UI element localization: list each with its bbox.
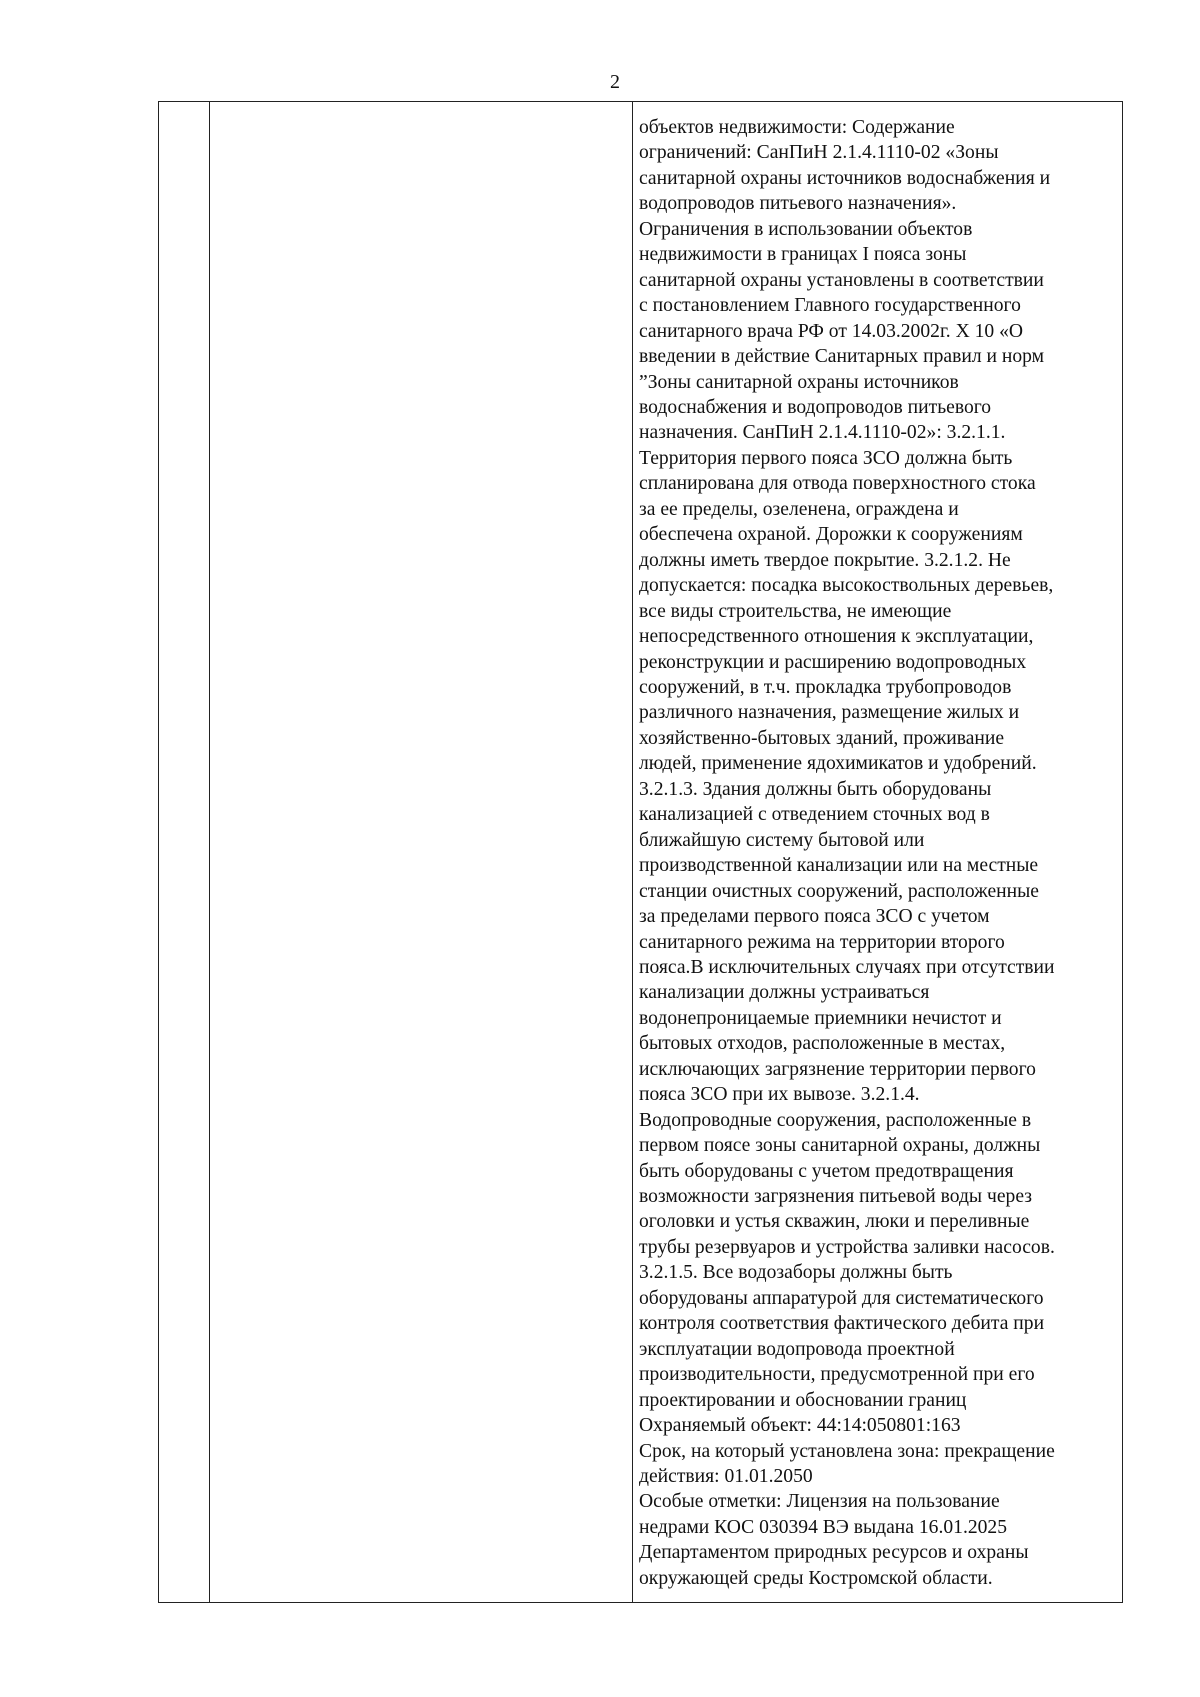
text-line: санитарного врача РФ от 14.03.2002г. Х 10 «О (639, 320, 1024, 342)
text-line: обеспечена охраной. Дорожки к сооружениям (639, 524, 1023, 546)
text-line: различного назначения, размещение жилых и (639, 702, 1020, 724)
text-line: 3.2.1.3. Здания должны быть оборудованы (639, 778, 992, 800)
text-line: первом поясе зоны санитарной охраны, должны (639, 1135, 1041, 1157)
text-line: пояса.В исключительных случаях при отсутствии (639, 956, 1055, 978)
text-line: Ограничения в использовании объектов (639, 218, 973, 240)
page-number: 2 (610, 71, 620, 93)
text-line: Водопроводные сооружения, расположенные в (639, 1109, 1032, 1131)
text-line: бытовых отходов, расположенные в местах, (639, 1033, 1006, 1055)
text-line: назначения. СанПиН 2.1.4.1110-02»: 3.2.1.1. (639, 422, 1006, 444)
text-line: водонепроницаемые приемники нечистот и (639, 1007, 1002, 1029)
text-line: все виды строительства, не имеющие (639, 600, 952, 622)
info-text (633, 102, 1122, 1591)
text-line: с постановлением Главного государственного (639, 295, 1021, 317)
document-table (158, 101, 1123, 1603)
text-line: допускается: посадка высокоствольных деревьев, (639, 575, 1054, 597)
text-line: санитарной охраны установлены в соответствии (639, 269, 1044, 291)
text-line: недвижимости в границах I пояса зоны (639, 244, 967, 266)
text-line: санитарной охраны источников водоснабжения и (639, 167, 1051, 189)
text-line: хозяйственно-бытовых зданий, проживание (639, 727, 1005, 749)
text-line: санитарного режима на территории второго (639, 931, 1005, 953)
text-line: за ее пределы, озеленена, ограждена и (639, 498, 959, 520)
text-line: водоснабжения и водопроводов питьевого (639, 396, 992, 418)
text-line: канализацией с отведением сточных вод в (639, 804, 990, 826)
text-line: людей, применение ядохимикатов и удобрений. (639, 753, 1037, 775)
text-line: недрами КОС 030394 ВЭ выдана 16.01.2025 (639, 1516, 1008, 1538)
text-line: Срок, на который установлена зона: прекращение (639, 1440, 1055, 1462)
text-line: канализации должны устраиваться (639, 982, 930, 1004)
text-line: пояса ЗСО при их вывозе. 3.2.1.4. (639, 1084, 920, 1106)
name-cell (210, 102, 633, 1603)
text-line: оголовки и устья скважин, люки и переливные (639, 1211, 1030, 1233)
text-line: 3.2.1.5. Все водозаборы должны быть (639, 1262, 953, 1284)
text-line: за пределами первого пояса ЗСО с учетом (639, 906, 990, 928)
info-cell (633, 102, 1123, 1603)
text-line: должны иметь твердое покрытие. 3.2.1.2. Не (639, 549, 1011, 571)
text-line: Территория первого пояса ЗСО должна быть (639, 447, 1013, 469)
text-line: трубы резервуаров и устройства заливки насосов. (639, 1236, 1055, 1258)
text-line: оборудованы аппаратурой для систематического (639, 1287, 1044, 1309)
text-line: Департаментом природных ресурсов и охраны (639, 1542, 1029, 1564)
text-line: спланирована для отвода поверхностного стока (639, 473, 1036, 495)
text-line: станции очистных сооружений, расположенные (639, 880, 1039, 902)
text-line: ограничений: СанПиН 2.1.4.1110-02 «Зоны (639, 142, 999, 164)
text-line: объектов недвижимости: Содержание (639, 117, 955, 138)
text-line: производственной канализации или на местные (639, 855, 1039, 877)
number-cell (159, 102, 210, 1603)
text-line: непосредственного отношения к эксплуатации, (639, 626, 1034, 648)
text-line: возможности загрязнения питьевой воды через (639, 1186, 1032, 1208)
text-line: ближайшую систему бытовой или (639, 829, 925, 851)
text-line: быть оборудованы с учетом предотвращения (639, 1160, 1014, 1182)
text-line: введении в действие Санитарных правил и норм (639, 346, 1045, 368)
text-line: производительности, предусмотренной при его (639, 1364, 1035, 1386)
text-line: водопроводов питьевого назначения». (639, 193, 957, 215)
text-line: действия: 01.01.2050 (639, 1466, 813, 1488)
text-line: Охраняемый объект: 44:14:050801:163 (639, 1415, 961, 1437)
text-line: исключающих загрязнение территории первого (639, 1058, 1036, 1080)
text-line: реконструкции и расширению водопроводных (639, 651, 1027, 673)
text-line: окружающей среды Костромской области. (639, 1567, 993, 1589)
text-line: контроля соответствия фактического дебита при (639, 1313, 1045, 1335)
text-line: эксплуатации водопровода проектной (639, 1338, 955, 1360)
text-line: проектировании и обосновании границ (639, 1389, 967, 1411)
table-row (159, 102, 1123, 1603)
text-line: сооружений, в т.ч. прокладка трубопроводов (639, 676, 1012, 698)
text-line: Особые отметки: Лицензия на пользование (639, 1491, 1000, 1513)
text-line: ”Зоны санитарной охраны источников (639, 371, 959, 393)
